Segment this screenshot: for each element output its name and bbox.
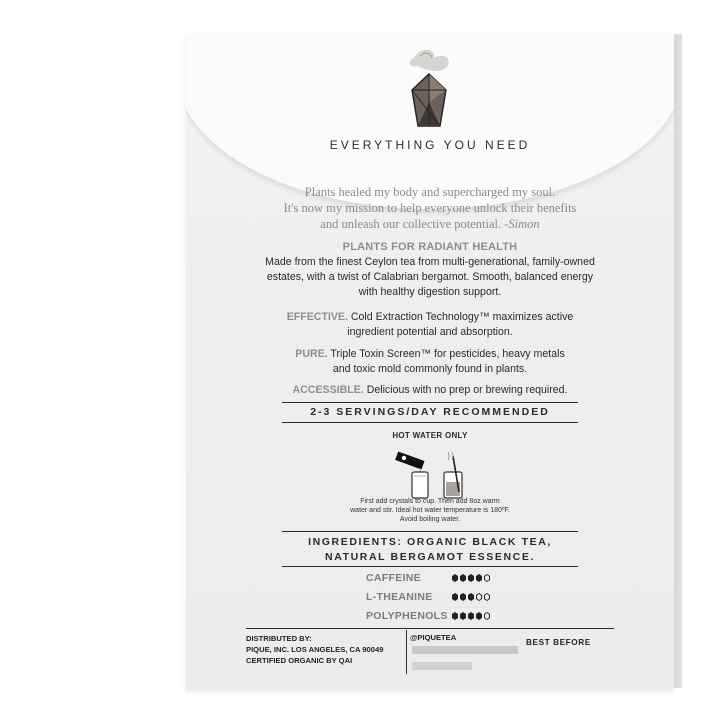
filled-level-icon [452,574,458,582]
servings-recommendation: 2-3 SERVINGS/DAY RECOMMENDED [310,406,550,418]
pure-label: PURE. [295,348,328,360]
distributor-line-1: DISTRIBUTED BY: [246,634,312,643]
divider-top [282,402,578,403]
filled-level-icon [468,574,474,582]
filled-level-icon [460,574,466,582]
pure-section [246,347,614,377]
quote-signature: -Simon [504,217,540,231]
empty-level-icon [484,593,490,601]
effective-section [246,310,614,340]
filled-level-icon [460,612,466,620]
quote-line-3-text: and unleash our collective potential. [320,217,502,231]
empty-level-icon [476,593,482,601]
meter-label: POLYPHENOLS [366,610,448,622]
filled-level-icon [452,593,458,601]
meter-l-theanine [366,589,490,605]
hot-water-label: HOT WATER ONLY [392,431,468,440]
accessible-section [246,383,614,398]
preparation-steps-icon [390,444,480,504]
quote-line-2: It's now my mission to help everyone unlock their benefits [283,201,577,215]
polyphenols-level-icons [452,612,490,620]
plants-subhead: PLANTS FOR RADIANT HEALTH [342,241,518,253]
filled-level-icon [468,612,474,620]
founder-quote [246,184,614,232]
footer-divider [406,630,407,674]
empty-level-icon [484,574,490,582]
ingredients-line-2: NATURAL BERGAMOT ESSENCE. [325,551,535,563]
accessible-text: Delicious with no prep or brewing required. [366,384,568,396]
effective-text: Cold Extraction Technology™ maximizes active [350,311,574,323]
l-theanine-level-icons [452,593,490,601]
instructions-line-1: First add crystals to cup. Then add 8oz warm [360,498,500,505]
effective-line-2: ingredient potential and absorption. [347,326,513,338]
preparation-instructions [336,497,524,524]
quote-line-3 [246,216,614,232]
pure-line-2: and toxic mold commonly found in plants. [332,363,528,375]
ingredients [282,535,578,565]
redacted-code [412,646,518,654]
pure-text: Triple Toxin Screen™ for pesticides, heavy metals [330,348,565,360]
divider-footer [246,628,614,629]
caffeine-level-icons [452,574,490,582]
filled-level-icon [476,574,482,582]
distributor-line-3: CERTIFIED ORGANIC BY QAI [246,656,353,665]
divider-ingredients-top [282,531,578,532]
pique-crystal-logo-icon [394,44,464,144]
headline: EVERYTHING YOU NEED [329,138,531,152]
meter-polyphenols [366,608,490,624]
accessible-label: ACCESSIBLE. [292,384,364,396]
filled-level-icon [460,593,466,601]
filled-level-icon [468,593,474,601]
pure-line-1 [246,347,614,362]
plants-line-1: Made from the finest Ceylon tea from multi-generational, family-owned [265,256,595,268]
effective-line-1 [246,310,614,325]
plants-line-3: with healthy digestion support. [358,286,502,298]
plants-section [246,240,614,300]
divider-servings [282,422,578,423]
meter-caffeine [366,570,490,586]
redacted-code [412,662,472,670]
meter-label: CAFFEINE [366,572,421,584]
distributor-line-2: PIQUE, INC. LOS ANGELES, CA 90049 [246,645,384,654]
quote-line-1: Plants healed my body and supercharged my soul. [304,185,556,199]
ingredients-line-1: INGREDIENTS: ORGANIC BLACK TEA, [308,536,552,548]
filled-level-icon [476,612,482,620]
divider-ingredients-bottom [282,566,578,567]
best-before-label: BEST BEFORE [526,638,591,647]
meter-label: L-THEANINE [366,591,433,603]
distributor-info [246,633,396,666]
empty-level-icon [484,612,490,620]
instructions-line-3: Avoid boiling water. [399,516,461,523]
plants-line-2: estates, with a twist of Calabrian bergamot. Smooth, balanced energy [266,271,594,283]
tea-box-back-panel [186,34,674,690]
effective-label: EFFECTIVE. [286,311,348,323]
filled-level-icon [452,612,458,620]
social-handle: @PIQUETEA [410,633,457,642]
instructions-line-2: water and stir. Ideal hot water temperature is 180ºF. [350,507,510,514]
